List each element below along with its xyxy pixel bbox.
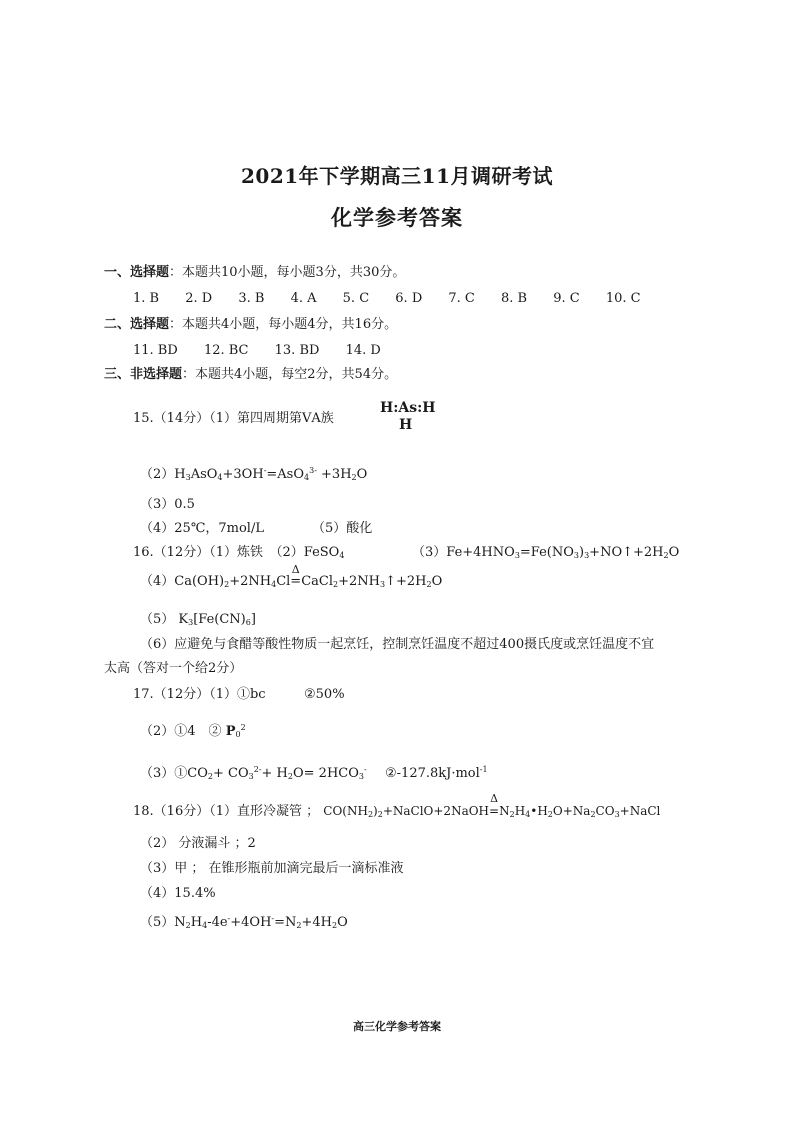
answer-item: 10. C <box>605 291 641 306</box>
q16-line-1-equation: $(3)Fe+4HNO_3=Fe(NO_3)_3+NO↑+2H_2O$ <box>412 545 680 560</box>
q16-line-4: （6）应避免与食醋等酸性物质一起烹饪，控制烹饪温度不超过400摄氏度或烹饪温度不宜 <box>140 637 655 652</box>
q18-line-5: $(5)N_2H_4-4e^-+4OH^-=N_2+4H_2O$ <box>140 914 348 930</box>
q15-line-4b: （5）酸化 <box>312 521 373 536</box>
answer-item: 3. B <box>238 291 265 306</box>
exam-title: 2021年下学期高三11月调研考试 <box>241 164 553 188</box>
section-2-header: 二、选择题：本题共4小题，每小题4分，共16分。 <box>104 317 398 332</box>
q15-line-2: $(2)H_3AsO_4+3OH^-=AsO_4^{3-} +3H_2O$ <box>140 466 368 482</box>
answer-item: 1. B <box>133 291 160 306</box>
q18-line-3: （3）甲 ； 在锥形瓶前加滴完最后一滴标准液 <box>140 861 404 876</box>
q15-line-3: （3）0.5 <box>140 497 195 512</box>
answer-item: 11. BD <box>133 343 178 358</box>
q17-line-3-enthalpy: ②-127.8kJ·mol$^{-1}$ <box>385 765 488 781</box>
section-1-answers <box>133 290 663 308</box>
q15-line-4a: （4）25℃，7mol/L <box>140 521 264 536</box>
answer-item: 6. D <box>395 291 423 306</box>
answer-subtitle: 化学参考答案 <box>331 205 463 230</box>
arsine-lewis-structure: H:As:H H <box>380 400 436 433</box>
answer-item: 7. C <box>448 291 475 306</box>
q18-line-2: （2） 分液漏斗 ；2 <box>140 836 256 851</box>
q17-line-1a: 17.（12分）（1）①bc <box>133 687 266 702</box>
heating-condition: Δ = <box>290 563 302 589</box>
answer-item: 8. B <box>501 291 528 306</box>
page-footer: 高三化学参考答案 <box>353 1020 441 1033</box>
q17-line-1b: ②50% <box>304 687 345 702</box>
q16-line-2: $(4)Ca(OH)_2+2NH_4Cl$ Δ $=CaCl_2+2NH_3↑+2H_2O$ <box>140 563 443 589</box>
section-1-header: 一、选择题：本题共10小题，每小题3分，共30分。 <box>104 265 406 280</box>
q16-line-1: 16.（12分）（1）炼铁 （2）FeSO$_4$ <box>133 545 345 560</box>
answer-item: 4. A <box>290 291 317 306</box>
section-2-answers <box>133 342 403 360</box>
answer-item: 5. C <box>342 291 370 306</box>
section-3-header: 三、非选择题：本题共4小题，每空2分，共54分。 <box>104 367 398 382</box>
answer-item: 9. C <box>553 291 580 306</box>
heating-condition: Δ = <box>489 792 500 818</box>
answer-item: 2. D <box>185 291 213 306</box>
q18-line-1: 18.（16分）（1）直形冷凝管 ； $CO(NH_2)_2+NaClO+2NaOH$ Δ $=N_2H_4•H_2O+Na_2CO_3+NaCl$ <box>133 792 661 819</box>
answer-item: 13. BD <box>274 343 320 358</box>
q17-line-3: $(3)①CO_2+ CO_3^{2-}+ H_2O= 2HCO_3^-$ <box>140 765 367 781</box>
answer-item: 12. BC <box>203 343 249 358</box>
q15-line-1: 15.（14分）（1）第四周期第ⅤA族 <box>133 411 334 426</box>
q16-line-3: （5） $K_3[Fe(CN)_6]$ <box>140 612 256 627</box>
q18-line-4: （4）15.4% <box>140 886 216 901</box>
q16-line-5: 太高（答对一个给2分） <box>104 661 243 676</box>
q17-line-2: （2）①4 ② $P_0^2$ <box>140 723 246 739</box>
answer-item: 14. D <box>345 343 381 358</box>
